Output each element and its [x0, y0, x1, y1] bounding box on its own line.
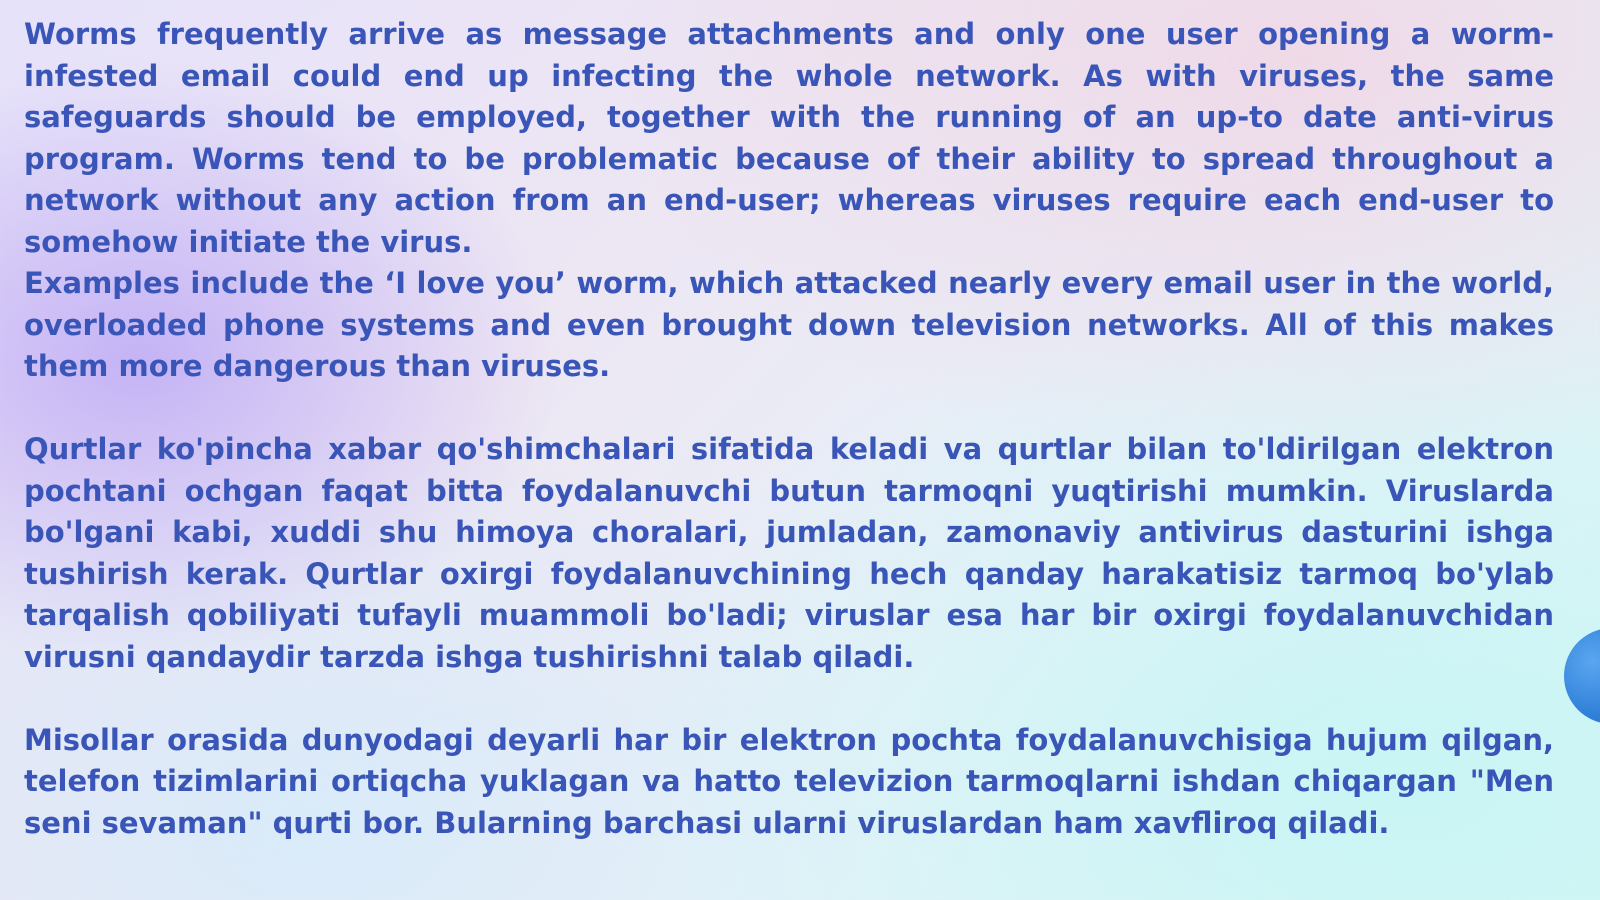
paragraph-uz-worms: Qurtlar ko'pincha xabar qo'shimchalari sifatida keladi va qurtlar bilan to'ldirilgan elektron pochtani ochgan faqat bitta foydalanuvchi butun tarmoqni yuqtirishi mumkin. Viruslarda bo'lgani kabi, xuddi shu himoya choralari, jumladan, zamonaviy antivirus dasturini ishga tushirish kerak. Qurtlar oxirgi foydalanuvchining hech qanday harakatisiz tarmoq bo'ylab tarqalish qobiliyati tufayli muammoli bo'ladi; viruslar esa har bir oxirgi foydalanuvchidan virusni qandaydir tarzda ishga tushirishni talab qiladi. [24, 432, 1554, 674]
paragraph-en-examples: Examples include the ‘I love you’ worm, which attacked nearly every email user in the world, overloaded phone systems and even brought down television networks. All of this makes them more dangerous than viruses. [24, 266, 1554, 383]
paragraph-spacer [24, 678, 1554, 720]
paragraph-en-worms: Worms frequently arrive as message attachments and only one user opening a worm-infested email could end up infecting the whole network. As with viruses, the same safeguards should be employed, together with the running of an up-to date anti-virus program. Worms tend to be problematic because of their ability to spread throughout a network without any action from an end-user; whereas viruses require each end-user to somehow initiate the virus. [24, 17, 1554, 259]
paragraph-uz-examples: Misollar orasida dunyodagi deyarli har bir elektron pochta foydalanuvchisiga hujum qilgan, telefon tizimlarini ortiqcha yuklagan va hatto televizion tarmoqlarni ishdan chiqargan "Men seni sevaman" qurti bor. Bularning barchasi ularni viruslardan ham xavfliroq qiladi. [24, 722, 1554, 840]
document-body [24, 14, 1554, 844]
decorative-circle-icon [1564, 628, 1600, 724]
paragraph-spacer [24, 388, 1554, 430]
